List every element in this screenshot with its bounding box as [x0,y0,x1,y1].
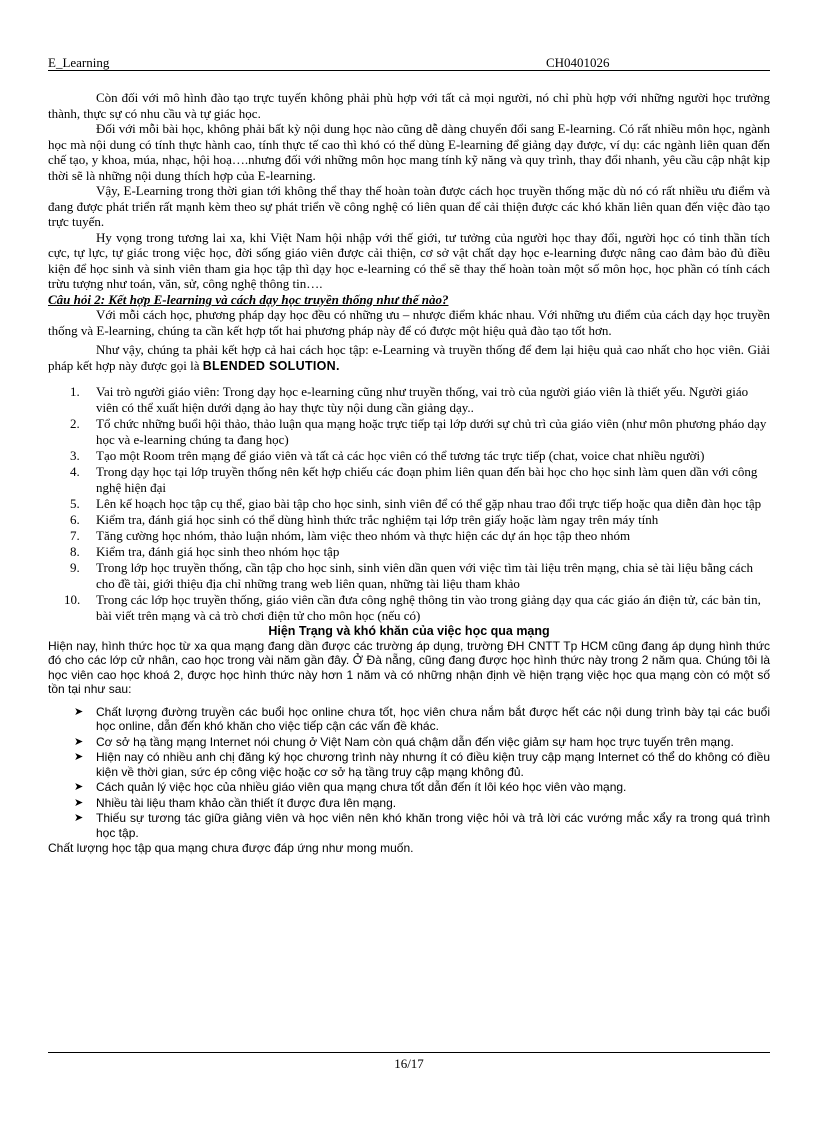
paragraph [48,342,770,374]
paragraph-text: Như vậy, chúng ta phải kết hợp cả hai cách học tập: e-Learning và truyền thống để đem lại hiệu quả cao nhất cho học viên. Giải pháp kết hợp này được gọi là [48,342,770,373]
list-number: 8. [70,544,80,559]
solution-name: BLENDED SOLUTION. [202,358,340,373]
document-body [48,90,770,856]
list-number: 6. [70,512,80,527]
list-item [48,416,770,448]
section-intro: Hiện nay, hình thức học từ xa qua mạng đang dần được các trường áp dụng, trường ĐH CNTT Tp HCM cũng đang áp dụng hình thức đó cho các lớp cử nhân, cao học trong vài năm gần đây. Ở Đà nẵng, cũng đang được học hình thức này trong 2 năm qua. Chúng tôi là học viên cao học khoá 2, được học hình thức này hơn 1 năm và có những nhận định về hiện trạng việc học qua mạng còn có một số tồn tại như sau: [48,638,770,696]
arrow-bullet-icon: ➤ [74,796,84,809]
paragraph: Với mỗi cách học, phương pháp dạy học đều có những ưu – nhược điểm khác nhau. Với những ưu điểm của cách dạy học truyền thống và E-learning, chúng ta cần kết hợp tốt hai phương pháp này để có được một hiệu quả đào tạo tốt hơn. [48,307,770,338]
section-closing: Chất lượng học tập qua mạng chưa được đáp ứng như mong muốn. [48,841,414,855]
list-item [48,384,770,416]
issue-item [48,735,770,750]
list-number: 10. [64,592,81,607]
list-item [48,512,770,528]
list-text: Kiểm tra, đánh giá học sinh có thể dùng hình thức trắc nghiệm tại lớp trên giấy hoặc làm ngay trên máy tính [96,512,659,527]
list-number: 4. [70,464,80,479]
status-section [48,624,770,856]
list-text: Trong các lớp học truyền thống, giáo viên cần đưa công nghệ thông tin vào trong giảng dạy qua các giáo án điện tử, các bản tin, bài viết trên mạng và cả trò chơi điện tử cho môn học (nếu có) [96,592,761,623]
list-item [48,528,770,544]
paragraph: Còn đối với mô hình đào tạo trực tuyến không phải phù hợp với tất cả mọi người, nó chỉ phù hợp với những người học trưởng thành, thực sự có nhu cầu và tự giác học. [48,90,770,121]
arrow-bullet-icon: ➤ [74,751,84,763]
list-text: Trong lớp học truyền thống, cần tập cho học sinh, sinh viên dần quen với việc tìm tài liệu trên mạng, chia sẻ tài liệu bằng cách cho đề tài, giới thiệu địa chỉ những trang web liên quan, những tài liệu tham khảo [96,560,753,591]
list-text: Kiểm tra, đánh giá học sinh theo nhóm học tập [96,544,340,559]
issue-item [48,811,770,840]
issue-text: Cách quản lý việc học của nhiều giáo viên qua mạng chưa tốt dẫn đến ít lôi kéo học viên vào mạng. [96,780,627,794]
page-footer [48,1052,770,1072]
issue-text: Chất lượng đường truyền các buổi học online chưa tốt, học viên chưa nắm bắt được hết các nội dung trình bày tại các buổi học online, dẫn đến khó khăn cho việc tiếp cận các vấn đề khác. [96,704,770,733]
header-title: E_Learning [48,55,110,70]
list-text: Tạo một Room trên mạng để giáo viên và tất cả các học viên có thể tương tác trực tiếp (chat, voice chat nhiều người) [96,448,705,463]
list-text: Trong dạy học tại lớp truyền thống nên kết hợp chiếu các đoạn phim liên quan đến bài học cho học sinh làm quen dần với công nghệ hiện đại [96,464,758,495]
page-header [48,55,770,71]
list-text: Vai trò người giáo viên: Trong dạy học e-learning cũng như truyền thống, vai trò của người giáo viên là thiết yếu. Người giáo viên có thể xuất hiện dưới dạng ảo hay thực tùy nội dung cần giảng dạy.. [96,384,749,415]
issue-item [48,796,770,811]
issue-text: Cơ sở hạ tầng mạng Internet nói chung ở Việt Nam còn quá chậm dẫn đến việc giảm sự ham học trực tuyến trên mạng. [96,734,734,749]
page-number: 16/17 [394,1056,424,1071]
list-number: 3. [70,448,80,463]
paragraph: Vậy, E-Learning trong thời gian tới không thể thay thế hoàn toàn được cách học truyền thống mặc dù nó có rất nhiều ưu điểm và đang được phát triển rất mạnh kèm theo sự phát triển về công nghệ có liên quan để cải thiện được các khó khăn liên quan đến việc đào tạo trực tuyến. [48,183,770,229]
list-number: 7. [70,528,80,543]
issue-item [48,705,770,734]
issue-text: Hiện nay có nhiều anh chị đăng ký học chương trình này nhưng ít có điều kiện truy cập mạng Internet có thể do không có điều kiện về thời gian, sức ép công việc hoặc cơ sở hạ tầng truy cập mạng không đủ. [96,750,770,779]
issue-item [48,750,770,779]
list-number: 9. [70,560,80,575]
arrow-bullet-icon: ➤ [74,781,84,793]
question-heading: Câu hỏi 2: Kết hợp E-learning và cách dạy học truyền thống như thế nào? [48,291,449,307]
paragraph: Đối với mỗi bài học, không phải bất kỳ nội dung học nào cũng dễ dàng chuyển đổi sang E-learning. Có rất nhiều môn học, ngành học mà nội dung có tính thực hành cao, tính thực tế cao thì khó có thể dùng E-learning để giảng dạy được, ví dụ: các ngành liên quan đến chế tạo, y khoa, múa, nhạc, hội hoạ….nhưng đối với những môn học mang tính kỹ năng và quy trình, thay đổi nhanh, yêu cầu cập nhật kịp thời sẽ là những nội dung thích hợp của E-learning. [48,121,770,183]
list-item [48,496,770,512]
list-number: 2. [70,416,80,431]
list-text: Tăng cường học nhóm, thảo luận nhóm, làm việc theo nhóm và thực hiện các dự án học tập theo nhóm [96,528,631,543]
issue-item [48,780,770,795]
list-text: Tổ chức những buổi hội thảo, thảo luận qua mạng hoặc trực tiếp tại lớp dưới sự chủ trì của giáo viên (như môn phương pháo dạy học và e-learning chúng ta đang học) [96,416,767,447]
list-item [48,464,770,496]
arrow-bullet-icon: ➤ [74,735,84,748]
section-title: Hiện Trạng và khó khăn của việc học qua mạng [268,624,550,638]
paragraph: Hy vọng trong tương lai xa, khi Việt Nam hội nhập với thế giới, tư tưởng của người học thay đổi, người học có tinh thần tích cực, tự lực, tự giác trong việc học, đời sống giáo viên được cải thiện, cơ sở vật chất dạy học e-learning được nâng cao đảm bảo đủ điều kiện để học sinh và sinh viên tham gia học tập thì dạy học e-learning có thể sẽ thay thế hoàn toàn một số môn học, học phần có tính cách trừu tượng như toán, văn, sử, công nghệ thông tin…. [48,229,770,291]
arrow-bullet-icon: ➤ [74,705,84,718]
numbered-list [48,384,770,624]
arrow-bullet-icon: ➤ [74,812,84,824]
issue-text: Nhiều tài liệu tham khảo cần thiết ít được đưa lên mạng. [96,795,397,810]
list-number: 5. [70,496,80,511]
list-item [48,544,770,560]
list-item [48,560,770,592]
issues-list [48,705,770,841]
list-item [48,448,770,464]
list-item [48,592,770,624]
list-text: Lên kế hoạch học tập cụ thể, giao bài tập cho học sinh, sinh viên để có thể gặp nhau trao đổi trực tiếp hoặc qua diễn đàn học tập [96,496,762,511]
issue-text: Thiếu sự tương tác giữa giảng viên và học viên nên khó khăn trong việc hỏi và trả lời các vướng mắc xẩy ra trong quá trình học tập. [96,811,770,840]
header-code: CH0401026 [546,55,610,70]
list-number: 1. [70,384,80,399]
